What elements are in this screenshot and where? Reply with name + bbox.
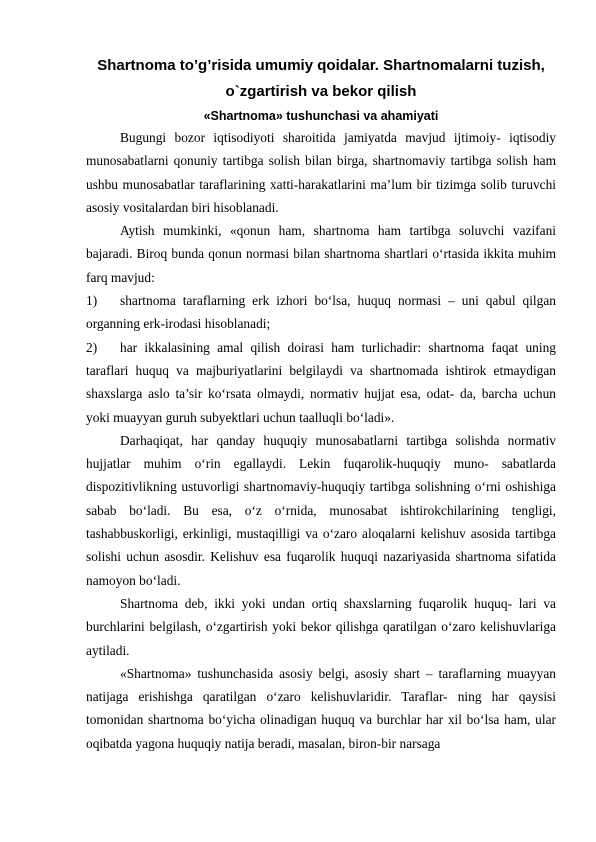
paragraph: Darhaqiqat, har qanday huquqiy munosabatlarni tartibga solishda normativ hujjatlar muhim o‘rin egallaydi. Lekin fuqarolik-huquqiy muno- sabatlarda dispozitivlikning ustuvorligi shartnomaviy-huquqiy tartibga solishning o‘rni oshishiga sabab bo‘ladi. Bu esa, o‘z o‘rnida, munosabat ishtirokchilarining tengligi, tashabbuskorligi, erkinligi, mustaqilligi va o‘zaro aloqalarni kelishuv asosida tartibga solishi uchun asosdir. Kelishuv esa fuqarolik huquqi nazariyasida shartnoma sifatida namoyon bo‘ladi. <box>86 432 556 588</box>
list-item-number: 1) <box>86 293 98 309</box>
document-page <box>86 53 556 755</box>
section-subtitle: «Shartnoma» tushunchasi va ahamiyati <box>203 109 439 123</box>
list-item-text: shartnoma taraflarning erk izhori bo‘lsa, huquq normasi – uni qabul qilgan organning erk-irodasi hisoblanadi; <box>86 293 556 332</box>
paragraph: «Shartnoma» tushunchasida asosiy belgi, asosiy shart – taraflarning muayyan natijaga erishishga qaratilgan o‘zaro kelishuvlaridir. Taraflar- ning har qaysisi tomonidan shartnoma bo‘yicha olinadigan huquq va burchlar har xil bo‘lsa ham, ular oqibatda yagona huquqiy natija beradi, masalan, biron-bir narsaga <box>86 665 556 751</box>
paragraph: Shartnoma deb, ikki yoki undan ortiq shaxslarning fuqarolik huquq- lari va burchlarini belgilash, o‘zgartirish yoki bekor qilishga qaratilgan o‘zaro kelishuvlariga aytiladi. <box>86 595 556 658</box>
list-item <box>86 336 556 429</box>
list-item-number: 2) <box>86 339 98 355</box>
document-title: Shartnoma to’g’risida umumiy qoidalar. Shartnomalarni tuzish, o`zgartirish va bekor qilish <box>97 57 545 100</box>
paragraph: Bugungi bozor iqtisodiyoti sharoitida jamiyatda mavjud ijtimoiy- iqtisodiy munosabatlarni qonuniy tartibga solish bilan birga, shartnomaviy tartibga solish ham ushbu munosabatlar taraflarining xatti-harakatlarini ma’lum bir tizimga solib turuvchi asosiy vositalardan biri hisoblanadi. <box>86 130 556 215</box>
paragraph: Aytish mumkinki, «qonun ham, shartnoma ham tartibga soluvchi vazifani bajaradi. Biroq bunda qonun normasi bilan shartnoma shartlari o‘rtasida ikkita muhim farq mavjud: <box>86 223 556 285</box>
list-item <box>86 289 556 336</box>
list-item-text: har ikkalasining amal qilish doirasi ham turlichadir: shartnoma faqat uning taraflari huquq va majburiyatlarini belgilaydi va shartnomada ishtirok etmaydigan shaxslarga aslo ta’sir ko‘rsata olmaydi, normativ hujjat esa, odat- da, barcha uchun yoki muayyan guruh subyektlari uchun taalluqli bo‘ladi». <box>86 339 556 425</box>
